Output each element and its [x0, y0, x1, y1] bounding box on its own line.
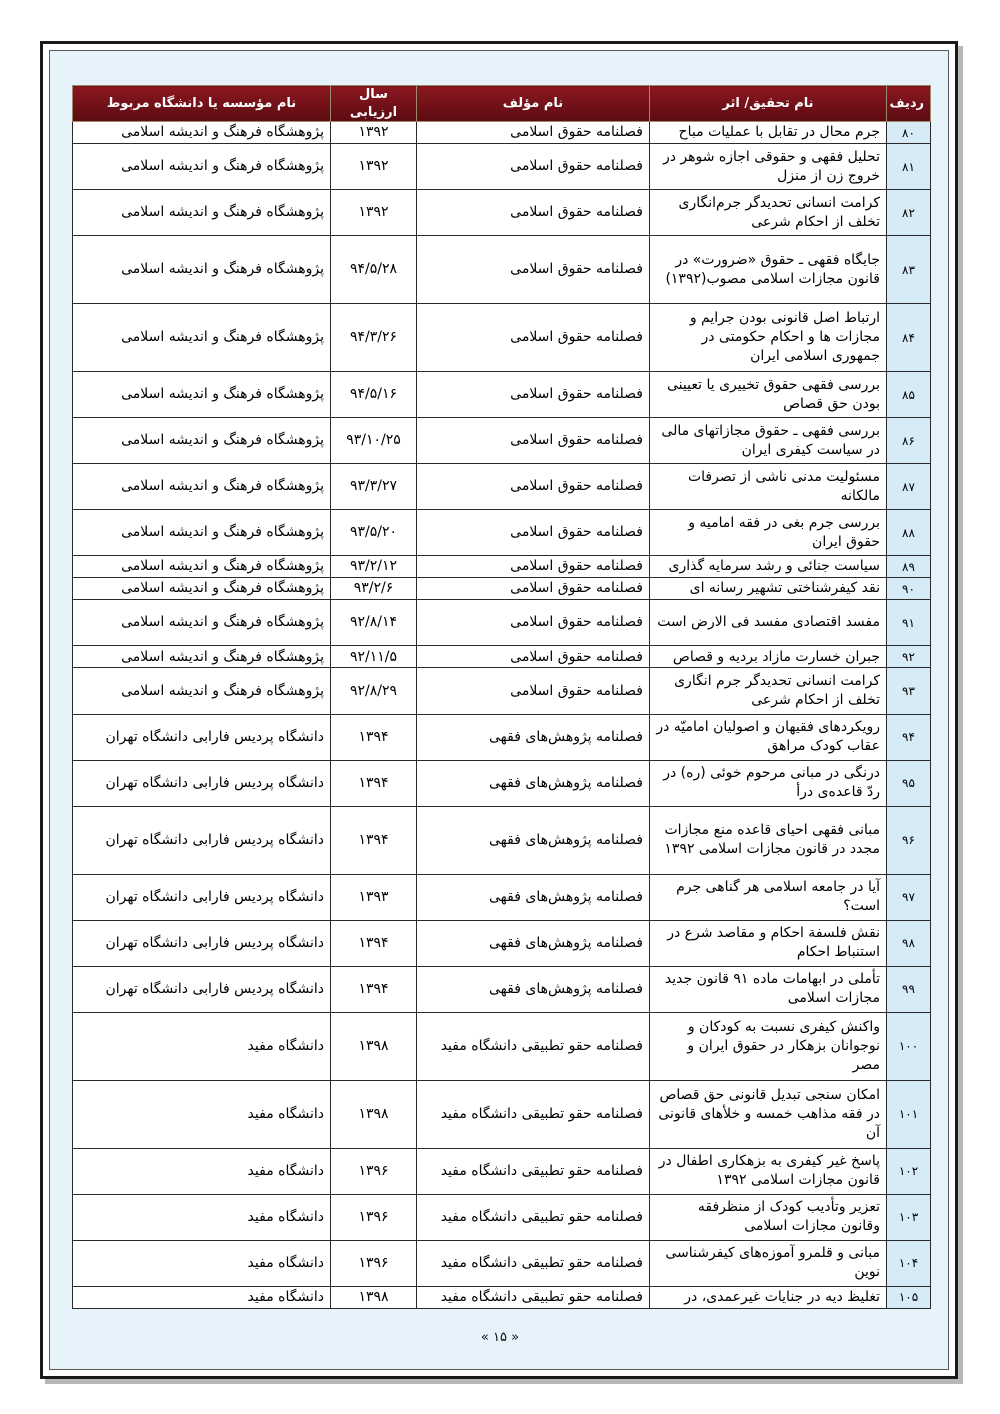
- row-institution: دانشگاه مفید: [73, 1012, 331, 1080]
- table-row: [73, 760, 931, 806]
- row-year: ۹۳/۲/۶: [331, 578, 417, 600]
- row-year: ۱۳۹۳: [331, 874, 417, 920]
- table-row: [73, 510, 931, 556]
- row-institution: دانشگاه مفید: [73, 1286, 331, 1308]
- row-author: فصلنامه حقوق اسلامی: [417, 556, 650, 578]
- table-row: [73, 920, 931, 966]
- row-title: واکنش کیفری نسبت به کودکان و نوجوانان بزهکار در حقوق ایران و مصر: [650, 1012, 887, 1080]
- row-author: فصلنامه حقوق اسلامی: [417, 304, 650, 372]
- row-year: ۹۴/۵/۲۸: [331, 236, 417, 304]
- table-row: [73, 1286, 931, 1308]
- row-author: فصلنامه حقوق اسلامی: [417, 122, 650, 144]
- row-index: ۹۶: [887, 806, 931, 874]
- row-author: فصلنامه حقوق اسلامی: [417, 236, 650, 304]
- row-institution: پژوهشگاه فرهنگ و اندیشه اسلامی: [73, 144, 331, 190]
- row-title: جایگاه فقهی ـ حقوق «ضرورت» در قانون مجازات اسلامی مصوب(۱۳۹۲): [650, 236, 887, 304]
- row-year: ۹۳/۲/۱۲: [331, 556, 417, 578]
- row-index: ۹۲: [887, 646, 931, 668]
- table-row: [73, 646, 931, 668]
- row-index: ۱۰۴: [887, 1240, 931, 1286]
- row-title: مفسد اقتصادی مفسد فی الارض است: [650, 600, 887, 646]
- row-index: ۸۳: [887, 236, 931, 304]
- row-index: ۱۰۰: [887, 1012, 931, 1080]
- row-institution: دانشگاه پردیس فارابی دانشگاه تهران: [73, 966, 331, 1012]
- row-index: ۸۱: [887, 144, 931, 190]
- row-institution: پژوهشگاه فرهنگ و اندیشه اسلامی: [73, 464, 331, 510]
- row-year: ۱۳۹۴: [331, 966, 417, 1012]
- header-author: نام مؤلف: [417, 86, 650, 122]
- row-institution: پژوهشگاه فرهنگ و اندیشه اسلامی: [73, 578, 331, 600]
- row-author: فصلنامه حقوق اسلامی: [417, 190, 650, 236]
- header-institution: نام مؤسسه یا دانشگاه مربوط: [73, 86, 331, 122]
- table-row: [73, 578, 931, 600]
- row-index: ۹۵: [887, 760, 931, 806]
- row-title: نقش فلسفة احکام و مقاصد شرع در استنباط احکام: [650, 920, 887, 966]
- row-institution: دانشگاه مفید: [73, 1240, 331, 1286]
- table-row: [73, 190, 931, 236]
- row-index: ۹۷: [887, 874, 931, 920]
- row-author: فصلنامه حقو تطبیقی دانشگاه مفید: [417, 1240, 650, 1286]
- table-row: [73, 464, 931, 510]
- row-institution: پژوهشگاه فرهنگ و اندیشه اسلامی: [73, 236, 331, 304]
- row-author: فصلنامه حقوق اسلامی: [417, 668, 650, 714]
- row-year: ۱۳۹۸: [331, 1286, 417, 1308]
- row-index: ۹۴: [887, 714, 931, 760]
- row-title: ارتباط اصل قانونی بودن جرایم و مجازات ها و احکام حکومتی در جمهوری اسلامی ایران: [650, 304, 887, 372]
- table-row: [73, 304, 931, 372]
- row-author: فصلنامه پژوهش‌های فقهی: [417, 714, 650, 760]
- table-row: [73, 418, 931, 464]
- row-author: فصلنامه حقوق اسلامی: [417, 144, 650, 190]
- row-institution: دانشگاه پردیس فارابی دانشگاه تهران: [73, 760, 331, 806]
- row-title: بررسی فقهی ـ حقوق مجازاتهای مالی در سیاست کیفری ایران: [650, 418, 887, 464]
- row-author: فصلنامه پژوهش‌های فقهی: [417, 806, 650, 874]
- row-institution: پژوهشگاه فرهنگ و اندیشه اسلامی: [73, 304, 331, 372]
- row-title: امکان سنجی تبدیل قانونی حق قصاص در فقه مذاهب خمسه و خلأهای قانونی آن: [650, 1080, 887, 1148]
- row-title: درنگی در مبانی مرحوم خوئی (ره) در ردّ قاعده‌ی درأ: [650, 760, 887, 806]
- row-institution: دانشگاه پردیس فارابی دانشگاه تهران: [73, 874, 331, 920]
- row-year: ۹۴/۳/۲۶: [331, 304, 417, 372]
- row-title: آیا در جامعه اسلامی هر گناهی جرم است؟: [650, 874, 887, 920]
- row-institution: دانشگاه پردیس فارابی دانشگاه تهران: [73, 806, 331, 874]
- row-year: ۱۳۹۶: [331, 1240, 417, 1286]
- row-year: ۱۳۹۲: [331, 190, 417, 236]
- row-index: ۱۰۲: [887, 1148, 931, 1194]
- row-institution: دانشگاه پردیس فارابی دانشگاه تهران: [73, 714, 331, 760]
- row-institution: دانشگاه مفید: [73, 1194, 331, 1240]
- table-row: [73, 236, 931, 304]
- table-row: [73, 556, 931, 578]
- row-institution: پژوهشگاه فرهنگ و اندیشه اسلامی: [73, 510, 331, 556]
- row-author: فصلنامه حقو تطبیقی دانشگاه مفید: [417, 1148, 650, 1194]
- row-year: ۱۳۹۲: [331, 144, 417, 190]
- row-author: فصلنامه حقو تطبیقی دانشگاه مفید: [417, 1286, 650, 1308]
- row-institution: پژوهشگاه فرهنگ و اندیشه اسلامی: [73, 372, 331, 418]
- table-row: [73, 966, 931, 1012]
- row-year: ۱۳۹۴: [331, 920, 417, 966]
- table-row: [73, 1080, 931, 1148]
- row-year: ۱۳۹۴: [331, 806, 417, 874]
- table-row: [73, 1012, 931, 1080]
- row-index: ۱۰۳: [887, 1194, 931, 1240]
- row-index: ۸۵: [887, 372, 931, 418]
- row-institution: پژوهشگاه فرهنگ و اندیشه اسلامی: [73, 190, 331, 236]
- row-index: ۸۲: [887, 190, 931, 236]
- row-year: ۱۳۹۲: [331, 122, 417, 144]
- row-institution: پژوهشگاه فرهنگ و اندیشه اسلامی: [73, 556, 331, 578]
- row-title: کرامت انسانی تحدیدگر جرم‌انگاری تخلف از احکام شرعی: [650, 190, 887, 236]
- table-row: [73, 600, 931, 646]
- row-year: ۹۳/۵/۲۰: [331, 510, 417, 556]
- row-institution: دانشگاه مفید: [73, 1148, 331, 1194]
- header-index: ردیف: [887, 86, 931, 122]
- row-year: ۱۳۹۶: [331, 1148, 417, 1194]
- row-title: تأملی در ابهامات ماده ۹۱ قانون جدید مجازات اسلامی: [650, 966, 887, 1012]
- row-index: ۱۰۵: [887, 1286, 931, 1308]
- table-row: [73, 714, 931, 760]
- row-author: فصلنامه حقوق اسلامی: [417, 464, 650, 510]
- row-author: فصلنامه حقوق اسلامی: [417, 600, 650, 646]
- table-header-row: [73, 86, 931, 122]
- row-index: ۸۹: [887, 556, 931, 578]
- row-index: ۹۹: [887, 966, 931, 1012]
- row-index: ۹۰: [887, 578, 931, 600]
- row-title: بررسی جرم بغی در فقه امامیه و حقوق ایران: [650, 510, 887, 556]
- row-year: ۱۳۹۸: [331, 1012, 417, 1080]
- row-title: کرامت انسانی تحدیدگر جرم انگاری تخلف از احکام شرعی: [650, 668, 887, 714]
- row-institution: دانشگاه پردیس فارابی دانشگاه تهران: [73, 920, 331, 966]
- row-author: فصلنامه حقوق اسلامی: [417, 418, 650, 464]
- row-index: ۸۶: [887, 418, 931, 464]
- row-year: ۱۳۹۶: [331, 1194, 417, 1240]
- row-title: پاسخ غیر کیفری به بزهکاری اطفال در قانون مجازات اسلامی ۱۳۹۲: [650, 1148, 887, 1194]
- research-table: [72, 85, 931, 1309]
- row-author: فصلنامه حقوق اسلامی: [417, 578, 650, 600]
- row-year: ۹۳/۱۰/۲۵: [331, 418, 417, 464]
- row-author: فصلنامه حقو تطبیقی دانشگاه مفید: [417, 1012, 650, 1080]
- row-author: فصلنامه پژوهش‌های فقهی: [417, 760, 650, 806]
- row-index: ۹۸: [887, 920, 931, 966]
- table-row: [73, 372, 931, 418]
- row-title: مبانی فقهی احیای قاعده منع مجازات مجدد در قانون مجازات اسلامی ۱۳۹۲: [650, 806, 887, 874]
- row-title: سیاست جنائی و رشد سرمایه گذاری: [650, 556, 887, 578]
- row-author: فصلنامه پژوهش‌های فقهی: [417, 874, 650, 920]
- row-title: رویکردهای فقیهان و اصولیان امامیّه در عقاب کودک مراهق: [650, 714, 887, 760]
- row-index: ۸۸: [887, 510, 931, 556]
- row-index: ۸۷: [887, 464, 931, 510]
- row-index: ۸۰: [887, 122, 931, 144]
- row-author: فصلنامه حقو تطبیقی دانشگاه مفید: [417, 1194, 650, 1240]
- row-author: فصلنامه پژوهش‌های فقهی: [417, 966, 650, 1012]
- table-row: [73, 668, 931, 714]
- row-year: ۱۳۹۴: [331, 714, 417, 760]
- row-title: تغلیظ دیه در جنایات غیرعمدی، در: [650, 1286, 887, 1308]
- page-number: « ۱۵ »: [480, 1330, 520, 1345]
- header-year: سال ارزیابی: [331, 86, 417, 122]
- row-title: تعزیر وتأدیب کودک از منظرفقه وقانون مجازات اسلامی: [650, 1194, 887, 1240]
- row-year: ۹۴/۵/۱۶: [331, 372, 417, 418]
- research-table-container: [72, 85, 930, 1309]
- row-year: ۹۲/۸/۲۹: [331, 668, 417, 714]
- row-institution: پژوهشگاه فرهنگ و اندیشه اسلامی: [73, 668, 331, 714]
- row-institution: دانشگاه مفید: [73, 1080, 331, 1148]
- table-row: [73, 122, 931, 144]
- row-year: ۹۲/۸/۱۴: [331, 600, 417, 646]
- row-author: فصلنامه حقوق اسلامی: [417, 646, 650, 668]
- row-title: تحلیل فقهی و حقوقی اجازه شوهر در خروج زن از منزل: [650, 144, 887, 190]
- row-title: جبران خسارت مازاد بردیه و قصاص: [650, 646, 887, 668]
- table-row: [73, 1148, 931, 1194]
- header-title: نام تحقیق/ اثر: [650, 86, 887, 122]
- row-institution: پژوهشگاه فرهنگ و اندیشه اسلامی: [73, 646, 331, 668]
- row-author: فصلنامه حقو تطبیقی دانشگاه مفید: [417, 1080, 650, 1148]
- row-institution: پژوهشگاه فرهنگ و اندیشه اسلامی: [73, 600, 331, 646]
- row-year: ۹۳/۳/۲۷: [331, 464, 417, 510]
- row-index: ۱۰۱: [887, 1080, 931, 1148]
- row-title: جرم محال در تقابل با عملیات مباح: [650, 122, 887, 144]
- row-title: مسئولیت مدنی ناشی از تصرفات مالکانه: [650, 464, 887, 510]
- row-title: بررسی فقهی حقوق تخییری یا تعیینی بودن حق قصاص: [650, 372, 887, 418]
- row-author: فصلنامه پژوهش‌های فقهی: [417, 920, 650, 966]
- table-row: [73, 1240, 931, 1286]
- row-title: مبانی و قلمرو آموزه‌های کیفرشناسی نوین: [650, 1240, 887, 1286]
- row-year: ۱۳۹۴: [331, 760, 417, 806]
- table-row: [73, 144, 931, 190]
- table-row: [73, 1194, 931, 1240]
- row-index: ۹۱: [887, 600, 931, 646]
- row-author: فصلنامه حقوق اسلامی: [417, 510, 650, 556]
- row-year: ۹۲/۱۱/۵: [331, 646, 417, 668]
- row-institution: پژوهشگاه فرهنگ و اندیشه اسلامی: [73, 418, 331, 464]
- row-institution: پژوهشگاه فرهنگ و اندیشه اسلامی: [73, 122, 331, 144]
- row-author: فصلنامه حقوق اسلامی: [417, 372, 650, 418]
- row-index: ۸۴: [887, 304, 931, 372]
- table-row: [73, 806, 931, 874]
- table-row: [73, 874, 931, 920]
- row-year: ۱۳۹۸: [331, 1080, 417, 1148]
- row-title: نقد کیفرشناختی تشهیر رسانه ای: [650, 578, 887, 600]
- table-body: [73, 122, 931, 1309]
- row-index: ۹۳: [887, 668, 931, 714]
